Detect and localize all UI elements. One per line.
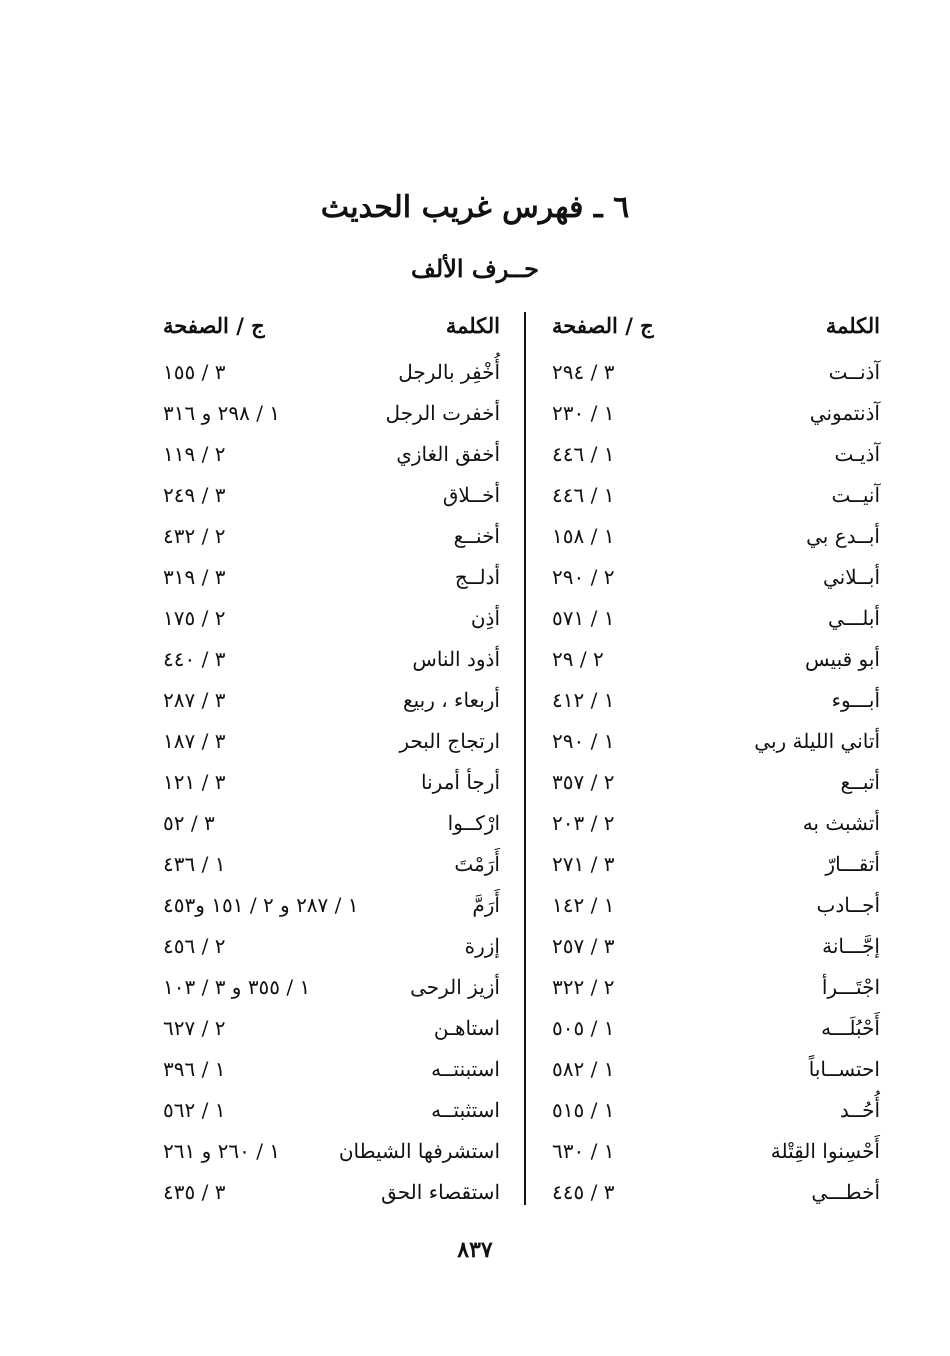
index-entry — [155, 762, 500, 803]
entry-reference: ١ / ٢٣٠ — [552, 401, 615, 425]
entry-word: استقصاء الحق — [381, 1180, 500, 1204]
entry-reference: ١ / ٣٩٦ — [163, 1057, 226, 1081]
page-number: ٨٣٧ — [457, 1237, 493, 1263]
index-entry — [155, 557, 500, 598]
entry-reference: ١ / ١٥٨ — [552, 524, 615, 548]
index-entry — [540, 1131, 880, 1172]
index-entry — [540, 639, 880, 680]
entry-reference: ٢ / ٤٣٢ — [163, 524, 226, 548]
entry-reference: ٢ / ١١٩ — [163, 442, 226, 466]
entry-reference: ١ / ٤٤٦ — [552, 442, 615, 466]
left-entries — [155, 352, 500, 1213]
entry-reference: ٢ / ٣٥٧ — [552, 770, 615, 794]
index-entry — [540, 516, 880, 557]
index-entry — [155, 967, 500, 1008]
index-entry — [155, 352, 500, 393]
entry-reference: ١ / ٥٦٢ — [163, 1098, 226, 1122]
entry-word: آذنــت — [828, 360, 880, 384]
entry-reference: ٣ / ٢٨٧ — [163, 688, 226, 712]
entry-reference: ٣ / ١٢١ — [163, 770, 226, 794]
index-entry — [540, 393, 880, 434]
entry-reference: ٢ / ١٧٥ — [163, 606, 226, 630]
index-entry — [155, 1090, 500, 1131]
entry-word: أبــدع بي — [806, 524, 880, 548]
entry-reference: ٢ / ٣٢٢ — [552, 975, 615, 999]
index-entry — [540, 885, 880, 926]
column-divider — [524, 312, 526, 1205]
entry-word: إزرة — [464, 934, 500, 958]
word-header: الكلمة — [825, 313, 880, 338]
entry-word: استبنتــه — [431, 1057, 500, 1081]
entry-word: استاهـن — [433, 1016, 500, 1040]
entry-word: آذيـت — [834, 442, 880, 466]
entry-word: استثبتــه — [431, 1098, 500, 1122]
index-entry — [155, 844, 500, 885]
entry-word: أخــلاق — [442, 483, 500, 507]
column-header — [155, 306, 500, 352]
ref-header: ج / الصفحة — [552, 313, 654, 338]
entry-reference: ٢ / ٢٩٠ — [552, 565, 615, 589]
entry-word: ارتجاج البحر — [399, 729, 500, 753]
column-header — [540, 306, 880, 352]
entry-word: أتقـــارّ — [825, 852, 880, 876]
entry-word: أدلــج — [454, 565, 500, 589]
entry-word: أزيز الرحى — [410, 975, 500, 999]
index-entry — [155, 1172, 500, 1213]
index-entry — [155, 1049, 500, 1090]
entry-word: أخفق الغازي — [396, 442, 500, 466]
entry-reference: ١ / ٥٧١ — [552, 606, 615, 630]
entry-reference: ٣ / ١٨٧ — [163, 729, 226, 753]
entry-word: أخنــع — [453, 524, 500, 548]
index-entry — [155, 721, 500, 762]
entry-reference: ١ / ٢٩٨ و ٣١٦ — [163, 401, 281, 425]
entry-reference: ١ / ٢٨٧ و ٢ / ١٥١ و٤٥٣ — [163, 893, 359, 917]
index-entry — [155, 803, 500, 844]
index-entry — [155, 1008, 500, 1049]
index-entry — [540, 1090, 880, 1131]
entry-word: آذنتموني — [809, 401, 880, 425]
entry-word: أبو قبيس — [805, 647, 880, 671]
right-index-column — [540, 306, 880, 1213]
entry-reference: ١ / ٥٨٢ — [552, 1057, 615, 1081]
index-entry — [155, 1131, 500, 1172]
index-entry — [540, 762, 880, 803]
entry-word: أَحْسِنوا القِتْلة — [770, 1139, 880, 1163]
entry-reference: ٣ / ٢٤٩ — [163, 483, 226, 507]
entry-reference: ١ / ٤٤٦ — [552, 483, 615, 507]
word-header: الكلمة — [445, 313, 500, 338]
entry-word: أبــلاني — [822, 565, 880, 589]
entry-reference: ١ / ٢٦٠ و ٢٦١ — [163, 1139, 281, 1163]
entry-word: أخطـــي — [811, 1180, 880, 1204]
index-entry — [540, 967, 880, 1008]
ref-header: ج / الصفحة — [163, 313, 265, 338]
entry-reference: ١ / ٦٣٠ — [552, 1139, 615, 1163]
entry-word: أبلـــي — [828, 606, 880, 630]
index-entry — [155, 475, 500, 516]
index-entry — [540, 680, 880, 721]
index-entry — [540, 598, 880, 639]
section-heading: حــرف الألف — [411, 254, 539, 283]
entry-reference: ٢ / ٤٥٦ — [163, 934, 226, 958]
entry-word: اجْتَـــرأ — [821, 975, 880, 999]
entry-reference: ١ / ٥١٥ — [552, 1098, 615, 1122]
entry-word: أبـــوء — [831, 688, 880, 712]
left-index-column — [155, 306, 500, 1213]
index-entry — [540, 1008, 880, 1049]
entry-reference: ١ / ٤٣٦ — [163, 852, 226, 876]
entry-word: أُحُــد — [839, 1098, 880, 1122]
entry-reference: ٣ / ٤٤٠ — [163, 647, 226, 671]
entry-word: استشرفها الشيطان — [338, 1139, 500, 1163]
index-title: ٦ ـ فهرس غريب الحديث — [320, 190, 630, 225]
entry-word: أتبــع — [840, 770, 880, 794]
entry-word: أخفرت الرجل — [385, 401, 500, 425]
index-entry — [540, 1172, 880, 1213]
entry-word: احتســاباً — [808, 1057, 880, 1081]
entry-word: أرجأ أمرنا — [421, 770, 500, 794]
index-entry — [540, 557, 880, 598]
index-entry — [540, 844, 880, 885]
index-entry — [540, 721, 880, 762]
entry-reference: ٣ / ٤٤٥ — [552, 1180, 615, 1204]
index-entry — [155, 598, 500, 639]
entry-reference: ٣ / ٥٢ — [163, 811, 215, 835]
index-entry — [155, 393, 500, 434]
entry-reference: ١ / ٢٩٠ — [552, 729, 615, 753]
index-entry — [540, 352, 880, 393]
index-entry — [540, 475, 880, 516]
entry-word: آنيــت — [831, 483, 880, 507]
index-entry — [155, 885, 500, 926]
entry-word: أربعاء ، ربيع — [402, 688, 500, 712]
entry-reference: ٢ / ٢٠٣ — [552, 811, 615, 835]
index-entry — [155, 926, 500, 967]
index-entry — [155, 639, 500, 680]
entry-reference: ٣ / ٣١٩ — [163, 565, 226, 589]
entry-word: ارْكــوا — [447, 811, 500, 835]
entry-reference: ١ / ١٤٢ — [552, 893, 615, 917]
index-entry — [540, 803, 880, 844]
index-entry — [540, 434, 880, 475]
entry-reference: ٣ / ٢٧١ — [552, 852, 615, 876]
entry-word: أذِن — [470, 606, 500, 630]
entry-reference: ٢ / ٦٢٧ — [163, 1016, 226, 1040]
entry-word: أُخْفِر بالرجل — [398, 360, 500, 384]
entry-word: أجــادب — [816, 893, 880, 917]
entry-word: إجَّـــانة — [822, 934, 880, 958]
entry-reference: ٣ / ٢٥٧ — [552, 934, 615, 958]
entry-reference: ٣ / ٤٣٥ — [163, 1180, 226, 1204]
entry-word: أتاني الليلة ربي — [754, 729, 880, 753]
index-entry — [155, 434, 500, 475]
index-entry — [540, 926, 880, 967]
entry-word: أتشبث به — [802, 811, 880, 835]
entry-word: أَرَمْتَ — [454, 852, 500, 876]
entry-word: أذود الناس — [412, 647, 500, 671]
entry-reference: ٢ / ٢٩ — [552, 647, 604, 671]
entry-reference: ٣ / ١٥٥ — [163, 360, 226, 384]
right-entries — [540, 352, 880, 1213]
index-entry — [155, 680, 500, 721]
index-entry — [540, 1049, 880, 1090]
entry-reference: ١ / ٤١٢ — [552, 688, 615, 712]
entry-reference: ١ / ٥٠٥ — [552, 1016, 615, 1040]
entry-word: أَحْبُلَـــه — [821, 1016, 880, 1040]
entry-reference: ٣ / ٢٩٤ — [552, 360, 615, 384]
entry-word: أَرَمَّ — [472, 893, 500, 917]
entry-reference: ١ / ٣٥٥ و ٣ / ١٠٣ — [163, 975, 311, 999]
index-entry — [155, 516, 500, 557]
